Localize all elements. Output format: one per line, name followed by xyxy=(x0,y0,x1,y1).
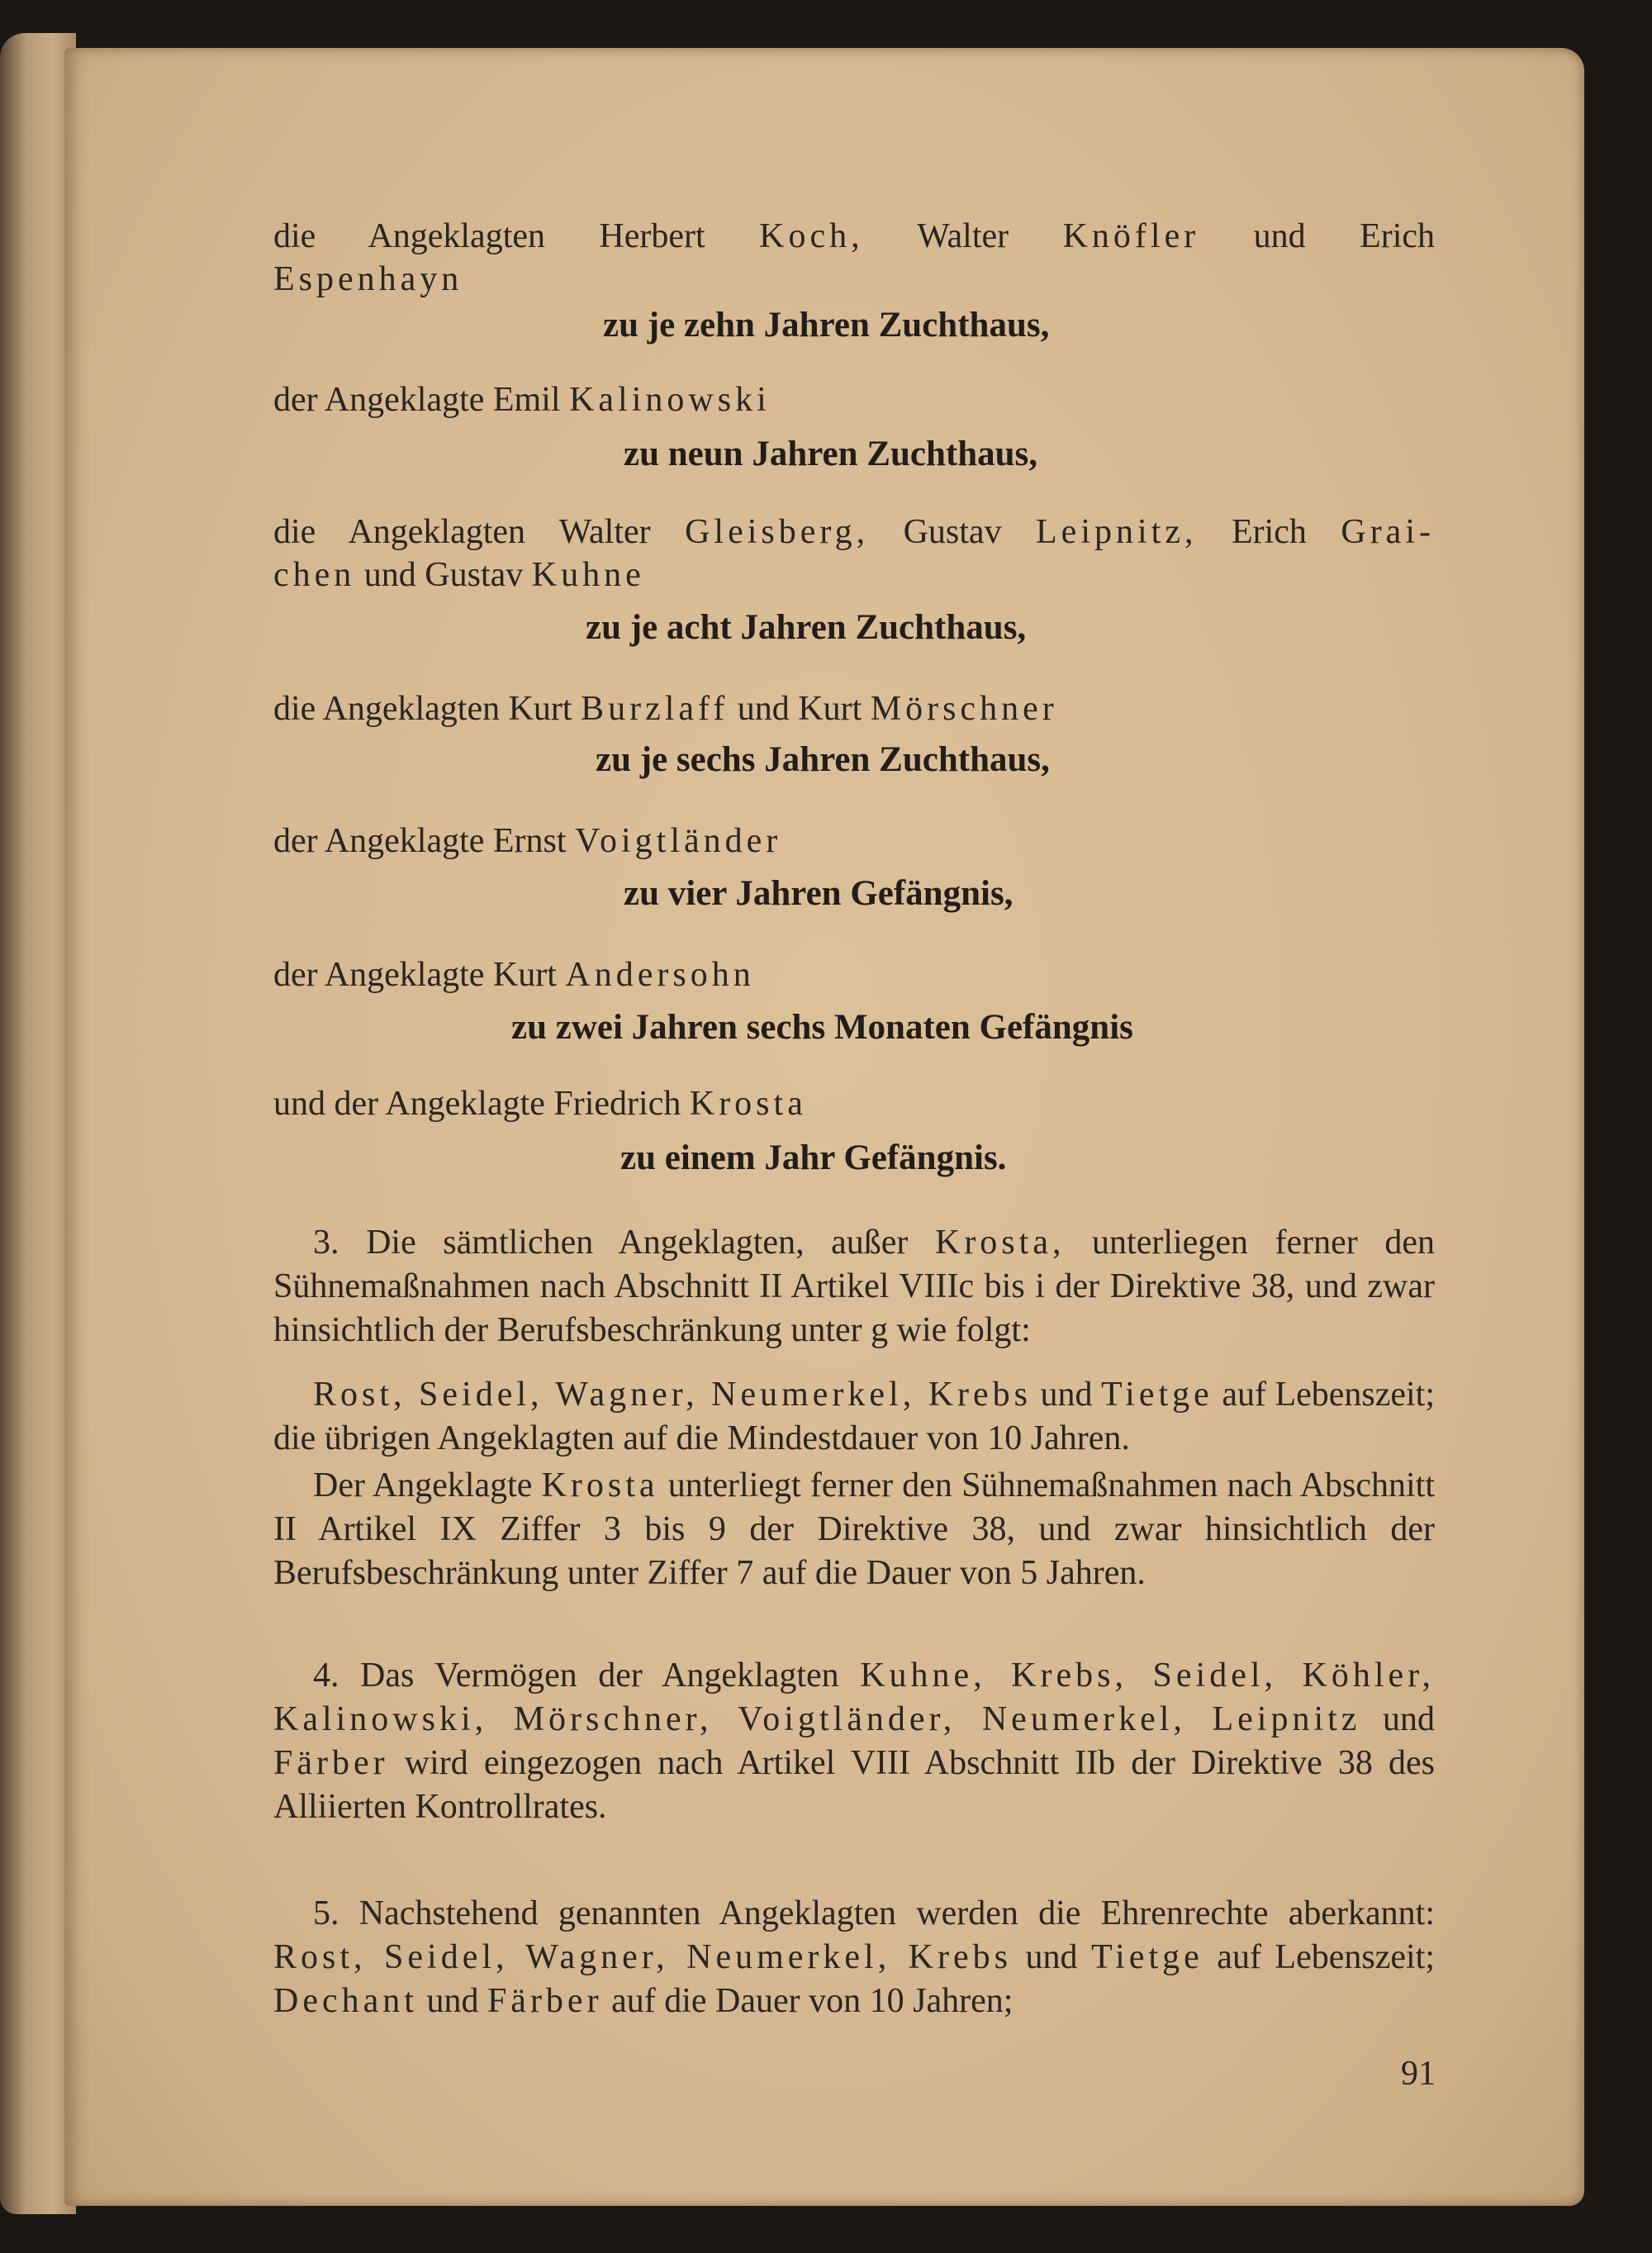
defendant-name: Tietge xyxy=(1101,1376,1213,1414)
verdict-sentence: zu vier Jahren Gefängnis, xyxy=(624,874,1014,913)
verdict-sentence: zu zwei Jahren sechs Monaten Gefängnis xyxy=(511,1008,1133,1047)
paragraph-text: und xyxy=(1032,1376,1101,1414)
defendant-name: Krosta xyxy=(541,1466,659,1504)
verdict-text: Erich xyxy=(1197,513,1341,551)
defendant-name: Tietge xyxy=(1091,1938,1203,1976)
verdict-defendants-line xyxy=(273,953,1435,996)
verdict-text: die Angeklagten Herbert xyxy=(273,217,760,255)
verdict-text: der Angeklagte Kurt xyxy=(273,956,566,994)
paragraph-text: auf die Dauer von 10 Jahren; xyxy=(602,1982,1014,2020)
verdict-sentence: zu einem Jahr Gefängnis. xyxy=(620,1138,1007,1177)
verdict-text: und Erich xyxy=(1199,217,1435,255)
defendant-names: Kuhne, Krebs, Seidel, Köhler, Kalinowski, Mörschner, Voigtländer, Neumerkel, Leipnitz xyxy=(273,1656,1436,1738)
verdict-text: und Gustav xyxy=(355,556,532,594)
paragraph-text: und xyxy=(417,1982,487,2020)
paragraph-3-lifetime xyxy=(273,1373,1435,1461)
paragraph-text: 3. Die sämtlichen Angeklagten, außer xyxy=(313,1224,935,1262)
verdict-defendants-line xyxy=(273,215,1435,258)
defendant-name: Leipnitz, xyxy=(1036,513,1198,551)
paragraph-text: 4. Das Vermögen der Angeklagten xyxy=(313,1656,861,1695)
defendant-name: chen xyxy=(273,556,356,594)
verdict-text: die Angeklagten Walter xyxy=(273,513,686,551)
verdict-text: der Angeklagte Emil xyxy=(273,381,570,419)
verdict-text: der Angeklagte Ernst xyxy=(273,822,576,860)
defendant-names: Rost, Seidel, Wagner, Neumerkel, Krebs xyxy=(273,1938,1012,1976)
verdict-defendants-line xyxy=(273,378,1435,421)
defendant-name: Voigtländer xyxy=(575,822,782,860)
paragraph-text: wird eingezogen nach Artikel VIII Abschnitt IIb der Direktive 38 des Alliierten Kontrollrates. xyxy=(273,1744,1435,1826)
paragraph-4 xyxy=(273,1654,1435,1829)
verdict-text: und der Angeklagte Friedrich xyxy=(273,1085,690,1123)
paragraph-text: und xyxy=(1360,1700,1435,1738)
defendant-name: Krosta, xyxy=(934,1224,1066,1262)
paragraph-text: 5. Nachstehend genannten Angeklagten werden die Ehrenrechte aberkannt: xyxy=(313,1894,1435,1932)
defendant-name: Koch, xyxy=(759,217,864,255)
paragraph-3 xyxy=(273,1221,1435,1352)
defendant-name: Burzlaff xyxy=(581,690,729,728)
verdict-defendants-line xyxy=(273,258,1435,301)
paragraph-text: und xyxy=(1012,1938,1091,1976)
defendant-name: Andersohn xyxy=(565,956,755,994)
defendant-name: Mörschner xyxy=(870,690,1058,728)
defendant-names: Rost, Seidel, Wagner, Neumerkel, Krebs xyxy=(313,1376,1032,1414)
verdict-text: und Kurt xyxy=(729,690,871,728)
verdict-defendants-line xyxy=(273,687,1435,730)
defendant-name: Färber xyxy=(273,1744,389,1782)
paragraph-text: Der Angeklagte xyxy=(313,1466,542,1504)
paragraph-5 xyxy=(273,1892,1435,2023)
verdict-defendants-line xyxy=(273,511,1435,554)
verdict-defendants-line xyxy=(273,1082,1435,1125)
verdict-sentence: zu je zehn Jahren Zuchthaus, xyxy=(603,306,1050,345)
verdict-text: Walter xyxy=(863,217,1063,255)
book-page xyxy=(64,48,1584,2206)
defendant-name: Espenhayn xyxy=(273,260,463,298)
verdict-defendants-line xyxy=(273,554,1435,597)
paragraph-text: auf Lebenszeit; die übrigen Angeklagten auf die Mindestdauer von 10 Jahren. xyxy=(273,1376,1436,1457)
defendant-name: Gleisberg, xyxy=(685,513,870,551)
verdict-sentence: zu je acht Jahren Zuchthaus, xyxy=(586,608,1027,647)
defendant-name: Kuhne xyxy=(531,556,645,594)
defendant-name: Färber xyxy=(487,1982,603,2020)
verdict-sentence: zu neun Jahren Zuchthaus, xyxy=(624,435,1038,473)
defendant-name: Knöfler xyxy=(1062,217,1200,255)
paragraph-text: unterliegen ferner den Sühnemaßnahmen nach Abschnitt II Artikel VIIIc bis i der Direktive 38, und zwar hinsichtlich der Berufsbeschränkung unter g wie folgt: xyxy=(273,1224,1435,1349)
defendant-name: Kalinowski xyxy=(569,381,771,419)
verdict-text: Gustav xyxy=(869,513,1037,551)
defendant-name: Grai- xyxy=(1341,513,1435,551)
page-number: 91 xyxy=(1401,2055,1436,2093)
verdict-text: die Angeklagten Kurt xyxy=(273,690,582,728)
paragraph-text: unterliegt ferner den Sühnemaßnahmen nach Abschnitt II Artikel IX Ziffer 3 bis 9 der Direktive 38, und zwar hinsichtlich der Berufsbeschränkung unter Ziffer 7 auf die Dauer von 5 Jahren. xyxy=(273,1466,1435,1592)
paragraph-3-krosta xyxy=(273,1464,1435,1595)
verdict-defendants-line xyxy=(273,820,1435,863)
paragraph-text: auf Lebenszeit; xyxy=(1203,1938,1436,1976)
defendant-name: Krosta xyxy=(689,1085,807,1123)
defendant-name: Dechant xyxy=(273,1982,418,2020)
verdict-sentence: zu je sechs Jahren Zuchthaus, xyxy=(596,740,1050,779)
